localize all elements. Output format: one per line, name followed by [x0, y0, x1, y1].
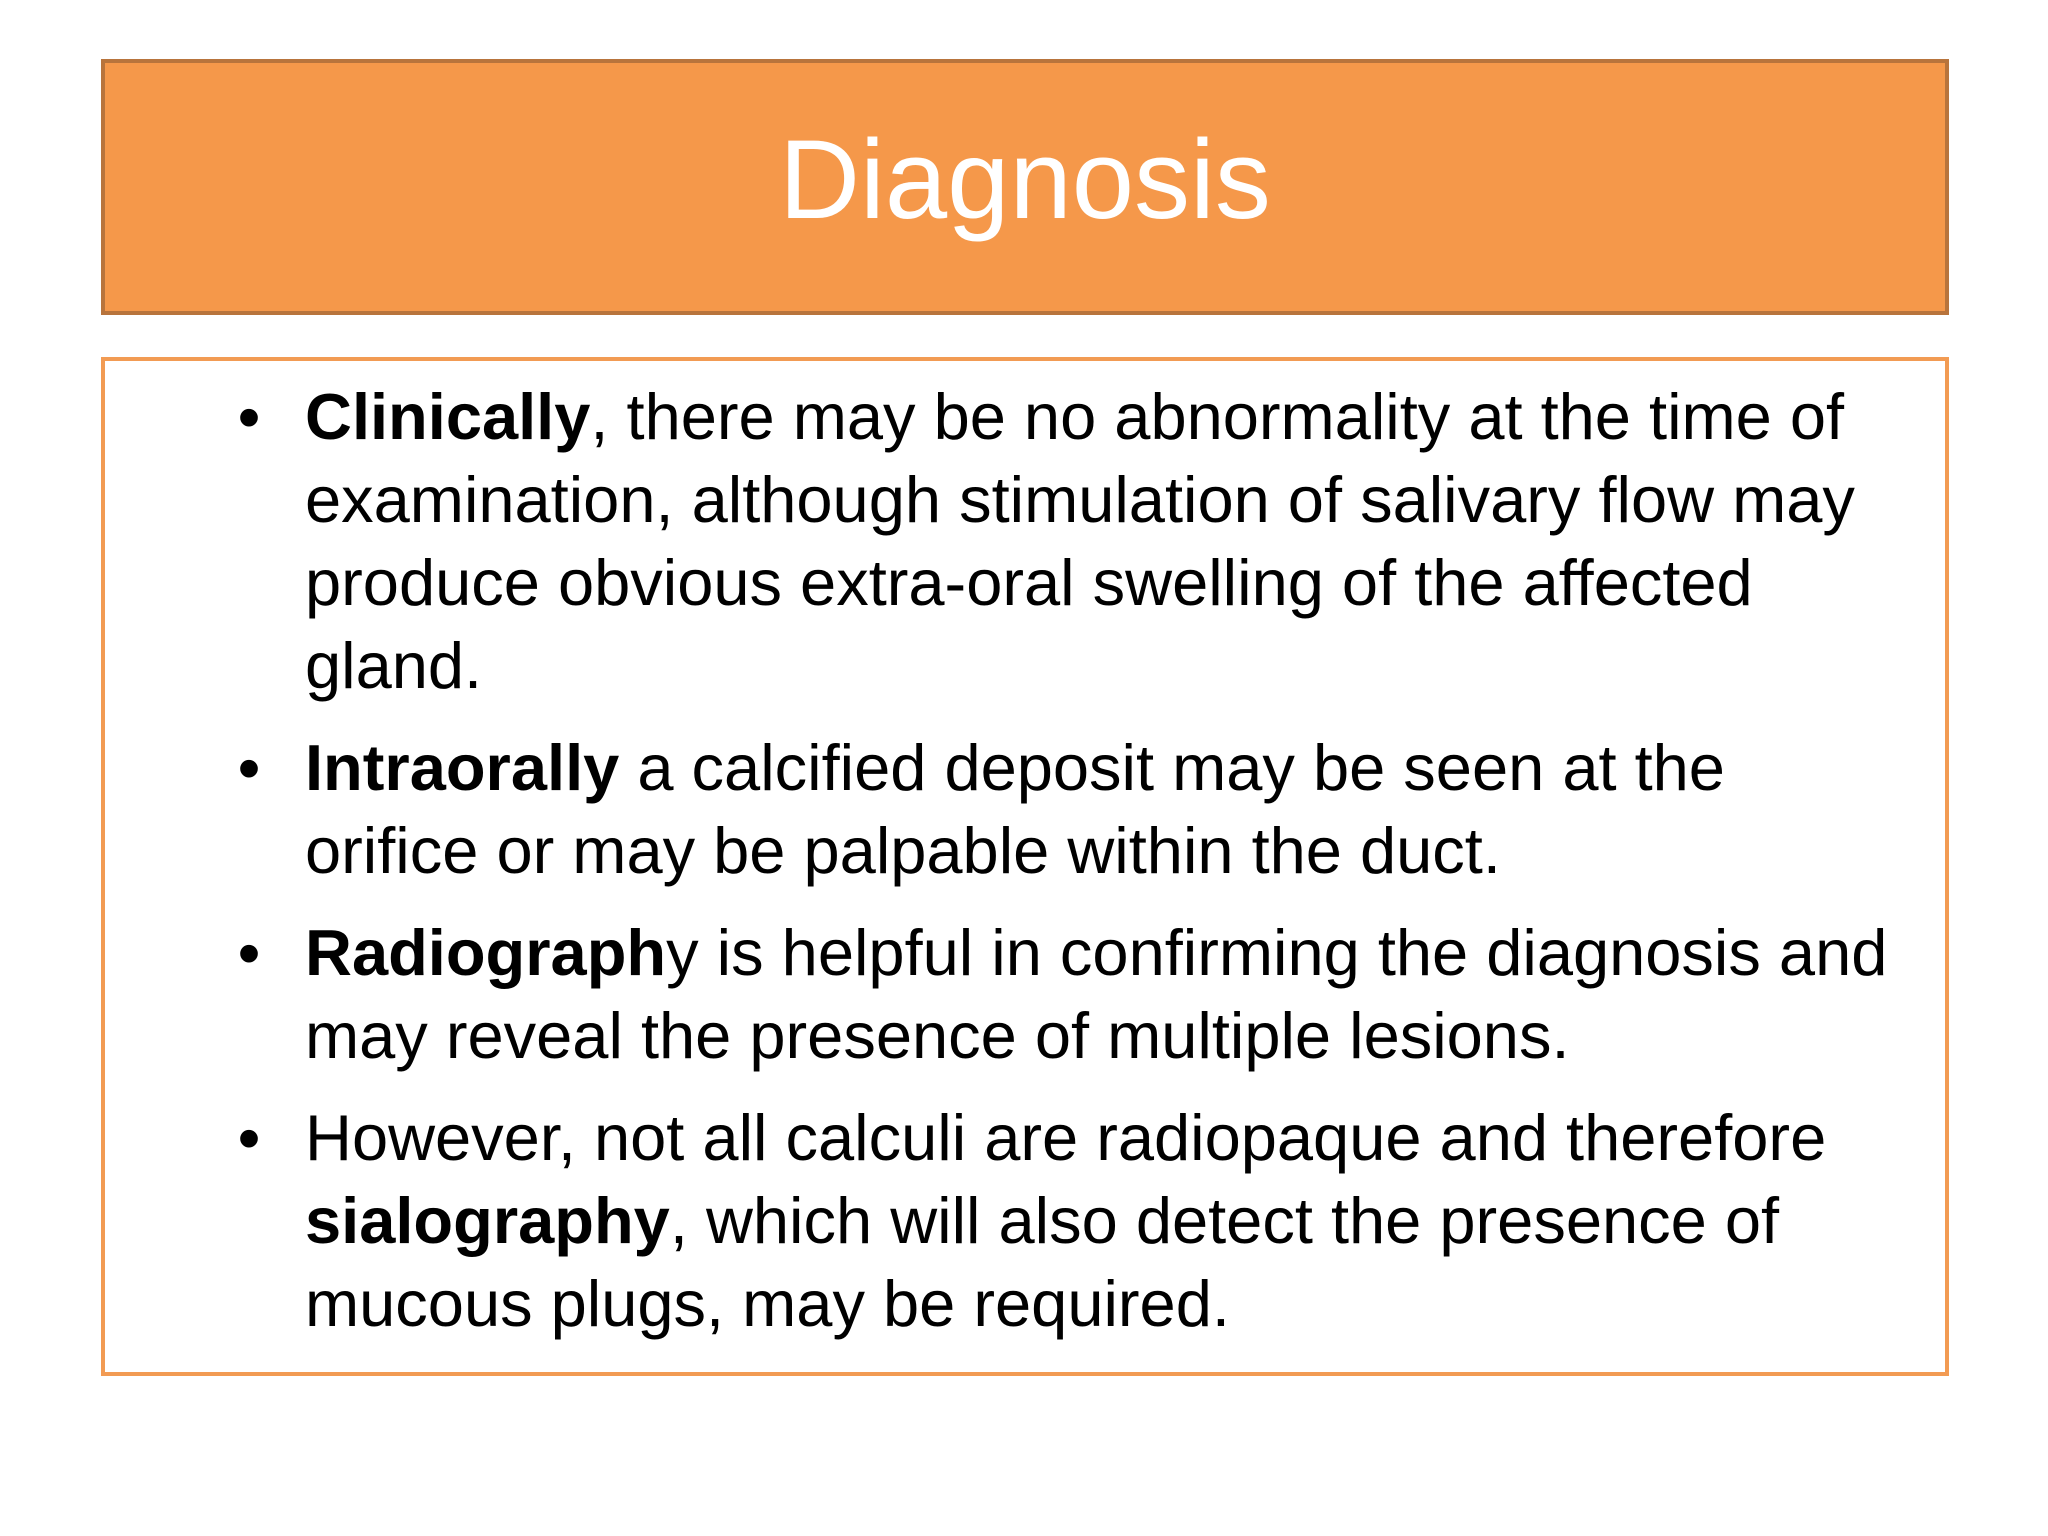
bullet-keyword: Intraorally — [305, 731, 620, 804]
bullet-text: , which will also detect the presence of mucous plugs, may be required. — [305, 1184, 1780, 1340]
bullet-icon: • — [237, 380, 261, 453]
bullet-list — [127, 375, 1909, 1345]
bullet-keyword: Clinically — [305, 380, 591, 453]
slide-title: Diagnosis — [779, 117, 1271, 242]
bullet-text: y is helpful in confirming the diagnosis and may reveal the presence of multiple lesions. — [305, 916, 1888, 1072]
bullet-keyword: sialography — [305, 1184, 670, 1257]
bullet-text: , there may be no abnormality at the time of examination, although stimulation of salivary flow may produce obvious extra-oral swelling of the affected gland. — [305, 380, 1855, 702]
bullet-text: However, not all calculi are radiopaque and therefore — [305, 1101, 1827, 1174]
bullet-item-sialography — [127, 1096, 1909, 1345]
content-box — [101, 357, 1949, 1376]
bullet-icon: • — [237, 731, 261, 804]
bullet-keyword: Radiograph — [305, 916, 667, 989]
bullet-item-intraorally — [127, 726, 1909, 892]
bullet-item-clinically — [127, 375, 1909, 707]
bullet-text: a calcified deposit may be seen at the orifice or may be palpable within the duct. — [305, 731, 1725, 887]
bullet-icon: • — [237, 916, 261, 989]
bullet-item-radiography — [127, 911, 1909, 1077]
bullet-icon: • — [237, 1101, 261, 1174]
title-bar — [101, 59, 1949, 315]
